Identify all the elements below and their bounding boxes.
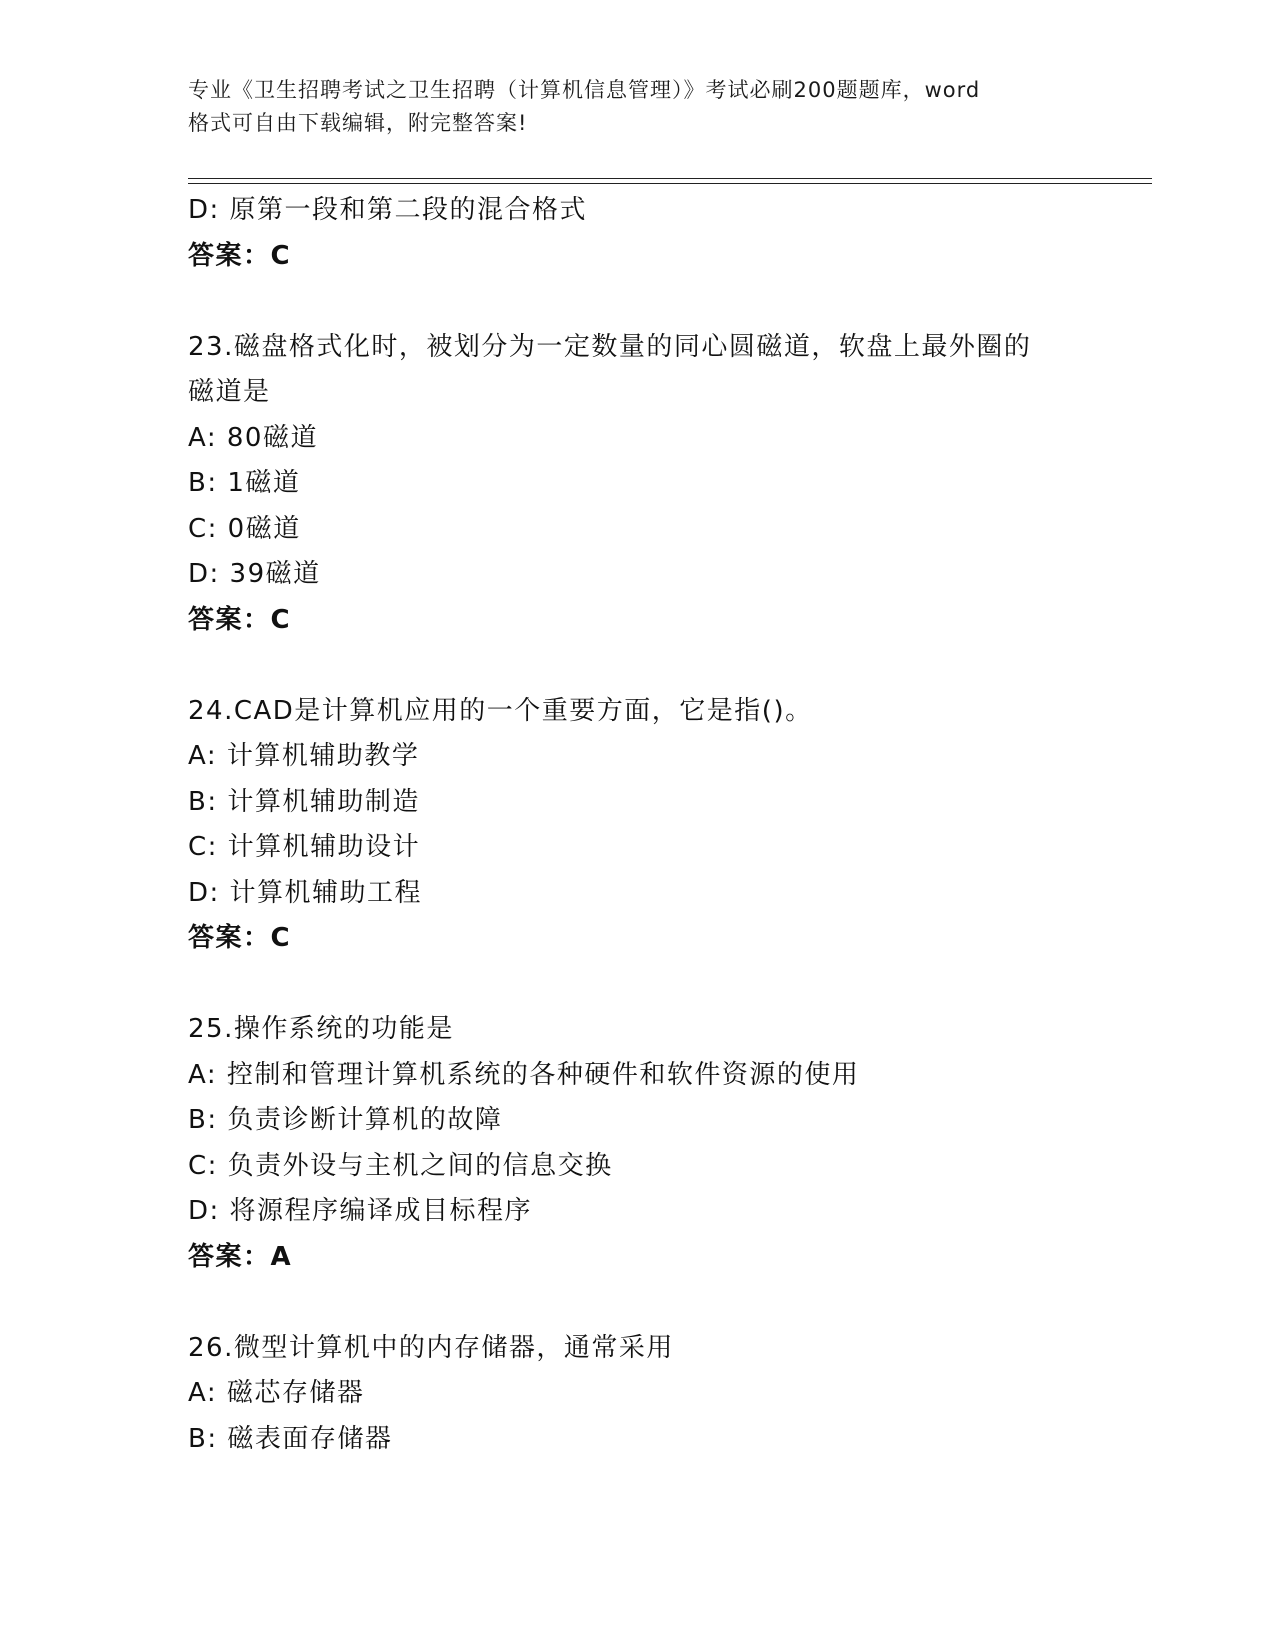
option-d: D: 39磁道 <box>188 559 321 589</box>
header-title-line-2: 格式可自由下载编辑，附完整答案! <box>188 111 528 135</box>
option-d: D: 计算机辅助工程 <box>188 877 423 908</box>
spacer <box>188 643 1148 689</box>
question-25 <box>188 1007 1148 1280</box>
option-b: B: 1磁道 <box>188 468 301 498</box>
option-a: A: 80磁道 <box>188 422 318 453</box>
question-stem: 26.微型计算机中的内存储器，通常采用 <box>188 1332 674 1363</box>
header-divider <box>188 178 1152 184</box>
option-b: B: 磁表面存储器 <box>188 1423 393 1454</box>
question-stem-continued: 磁道是 <box>188 377 271 407</box>
question-24 <box>188 689 1148 962</box>
spacer <box>188 1280 1148 1326</box>
option-d: D: 将源程序编译成目标程序 <box>188 1196 533 1226</box>
spacer <box>188 279 1148 325</box>
spacer <box>188 962 1148 1008</box>
document-header <box>188 74 1088 140</box>
answer-line: 答案：C <box>188 604 292 635</box>
option-d: D: 原第一段和第二段的混合格式 <box>188 195 588 225</box>
option-b: B: 负责诊断计算机的故障 <box>188 1105 503 1135</box>
option-a: A: 计算机辅助教学 <box>188 741 420 771</box>
question-list <box>188 188 1148 1462</box>
option-c: C: 负责外设与主机之间的信息交换 <box>188 1150 613 1181</box>
option-c: C: 计算机辅助设计 <box>188 832 421 862</box>
question-stem: 25.操作系统的功能是 <box>188 1014 454 1044</box>
option-a: A: 控制和管理计算机系统的各种硬件和软件资源的使用 <box>188 1059 860 1090</box>
header-title-line-1: 专业《卫生招聘考试之卫生招聘（计算机信息管理）》考试必刷200题题库，word <box>188 78 981 102</box>
question-26 <box>188 1326 1148 1463</box>
question-stem: 24.CAD是计算机应用的一个重要方面，它是指()。 <box>188 695 813 726</box>
answer-line: 答案：C <box>188 923 292 953</box>
option-a: A: 磁芯存储器 <box>188 1378 365 1408</box>
answer-line: 答案：C <box>188 240 292 271</box>
question-23 <box>188 325 1148 644</box>
option-b: B: 计算机辅助制造 <box>188 786 420 817</box>
answer-line: 答案：A <box>188 1241 293 1272</box>
question-stem: 23.磁盘格式化时，被划分为一定数量的同心圆磁道，软盘上最外圈的 <box>188 331 1032 362</box>
option-c: C: 0磁道 <box>188 513 301 544</box>
